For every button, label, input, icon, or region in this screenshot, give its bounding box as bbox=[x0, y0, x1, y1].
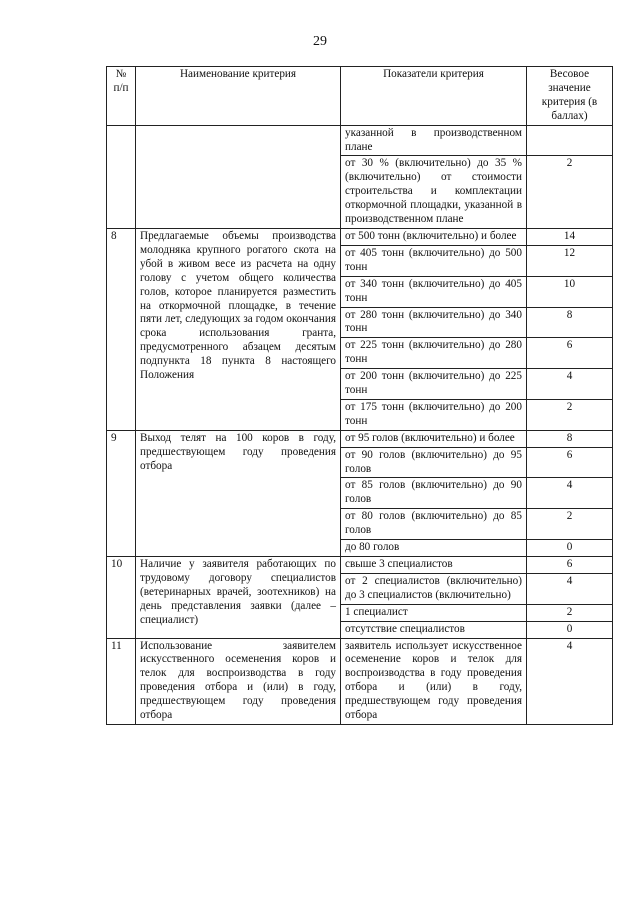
continuation-name-cell bbox=[136, 125, 341, 228]
header-name: Наименование критерия bbox=[136, 67, 341, 126]
header-score: Весовое значение критерия (в баллах) bbox=[527, 67, 613, 126]
header-num: № п/п bbox=[107, 67, 136, 126]
indicator-cell: от 340 тонн (включительно) до 405 тонн bbox=[341, 276, 527, 307]
criterion-name: Выход телят на 100 коров в году, предшествующем году проведения отбора bbox=[136, 430, 341, 556]
indicator-cell: свыше 3 специалистов bbox=[341, 557, 527, 574]
score-cell: 0 bbox=[527, 540, 613, 557]
table-row bbox=[107, 557, 613, 574]
indicator-cell: от 225 тонн (включительно) до 280 тонн bbox=[341, 338, 527, 369]
criterion-number: 11 bbox=[107, 638, 136, 724]
table-row bbox=[107, 430, 613, 447]
criterion-number: 8 bbox=[107, 228, 136, 430]
score-cell: 6 bbox=[527, 557, 613, 574]
header-indicators: Показатели критерия bbox=[341, 67, 527, 126]
indicator-cell: от 2 специалистов (включительно) до 3 специалистов (включительно) bbox=[341, 573, 527, 604]
score-cell: 8 bbox=[527, 307, 613, 338]
indicator-cell: от 405 тонн (включительно) до 500 тонн bbox=[341, 245, 527, 276]
indicator-cell: от 90 голов (включительно) до 95 голов bbox=[341, 447, 527, 478]
page-number: 29 bbox=[313, 34, 327, 49]
indicator-cell: до 80 голов bbox=[341, 540, 527, 557]
criterion-name: Использование заявителем искусственного осеменения коров и телок для воспроизводства в году проведения отбора и (или) в году, предшествующем году проведения отбора bbox=[136, 638, 341, 724]
continuation-num-cell bbox=[107, 125, 136, 228]
score-cell: 8 bbox=[527, 430, 613, 447]
indicator-cell: заявитель использует искусственное осеменение коров и телок для воспроизводства в году проведения отбора и (или) в году, предшествующем году проведения отбора bbox=[341, 638, 527, 724]
score-cell: 2 bbox=[527, 604, 613, 621]
indicator-cell: от 85 голов (включительно) до 90 голов bbox=[341, 478, 527, 509]
score-cell: 2 bbox=[527, 399, 613, 430]
score-cell: 2 bbox=[527, 509, 613, 540]
indicator-cell: от 200 тонн (включительно) до 225 тонн bbox=[341, 369, 527, 400]
score-cell: 12 bbox=[527, 245, 613, 276]
score-cell: 0 bbox=[527, 621, 613, 638]
score-cell: 4 bbox=[527, 478, 613, 509]
indicator-cell: от 500 тонн (включительно) и более bbox=[341, 228, 527, 245]
table-row bbox=[107, 228, 613, 245]
indicator-cell: от 175 тонн (включительно) до 200 тонн bbox=[341, 399, 527, 430]
score-cell: 6 bbox=[527, 447, 613, 478]
score-cell bbox=[527, 125, 613, 156]
criterion-number: 10 bbox=[107, 557, 136, 639]
table-row bbox=[107, 125, 613, 156]
score-cell: 10 bbox=[527, 276, 613, 307]
score-cell: 4 bbox=[527, 573, 613, 604]
indicator-cell: от 80 голов (включительно) до 85 голов bbox=[341, 509, 527, 540]
score-cell: 4 bbox=[527, 638, 613, 724]
score-cell: 6 bbox=[527, 338, 613, 369]
score-cell: 2 bbox=[527, 156, 613, 229]
indicator-cell: от 280 тонн (включительно) до 340 тонн bbox=[341, 307, 527, 338]
indicator-cell: от 95 голов (включительно) и более bbox=[341, 430, 527, 447]
indicator-cell: указанной в производственном плане bbox=[341, 125, 527, 156]
table-header-row bbox=[107, 67, 613, 126]
criterion-name: Предлагаемые объемы производства молодняка крупного рогатого скота на убой в живом весе из расчета на одну голову с учетом общего количества голов, которое планируется разместить на откормочной площадке, в течение пяти лет, следующих за годом окончания срока использования гранта, предусмотренного абзацем десятым подпункта 18 пункта 8 настоящего Положения bbox=[136, 228, 341, 430]
indicator-cell: отсутствие специалистов bbox=[341, 621, 527, 638]
indicator-cell: 1 специалист bbox=[341, 604, 527, 621]
score-cell: 14 bbox=[527, 228, 613, 245]
table-body bbox=[107, 125, 613, 724]
criterion-number: 9 bbox=[107, 430, 136, 556]
indicator-cell: от 30 % (включительно) до 35 % (включительно) от стоимости строительства и комплектации откормочной площадки, указанной в производственном плане bbox=[341, 156, 527, 229]
score-cell: 4 bbox=[527, 369, 613, 400]
criteria-table bbox=[106, 66, 613, 725]
table-row bbox=[107, 638, 613, 724]
criterion-name: Наличие у заявителя работающих по трудовому договору специалистов (ветеринарных врачей, зоотехников) на день представления заявки (далее – специалист) bbox=[136, 557, 341, 639]
